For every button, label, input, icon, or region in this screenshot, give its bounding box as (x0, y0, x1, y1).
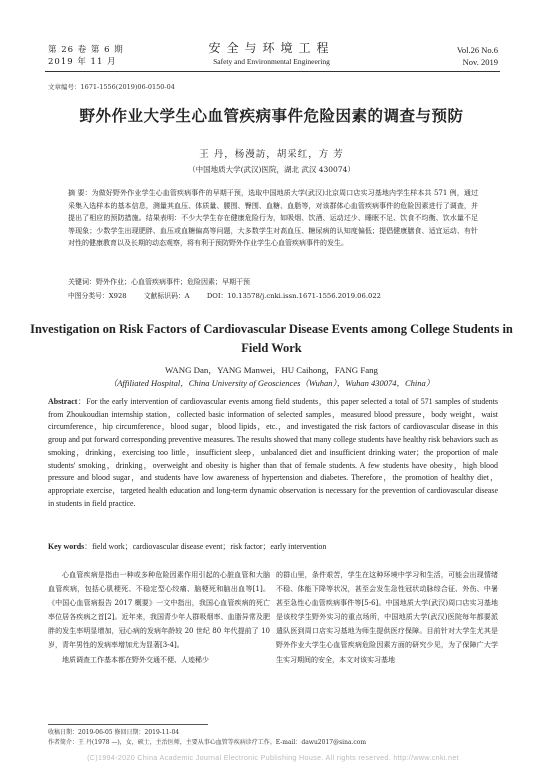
cnki-watermark: (C)1994-2020 China Academic Journal Electronic Publishing House. All rights reserved. http://www.cnki.net (87, 753, 459, 762)
volume-issue: 第 26 卷 第 6 期 (48, 45, 124, 55)
body-column-right (276, 568, 498, 667)
footnote-author-bio: 作者简介：王 丹(1978 —)，女，硕士，主治医师，主要从事心血管等疾病诊疗工作。E-mail：dawu2017@sina.com (48, 739, 367, 746)
body-paragraph: 地质调查工作基本都在野外交通不便、人迹稀少 (62, 655, 209, 664)
paper-title-zh: 野外作业大学生心血管疾病事件危险因素的调查与预防 (79, 107, 464, 125)
journal-issue-info (48, 44, 124, 68)
journal-title (150, 40, 393, 68)
body-paragraph: 心血管疾病是指由一种或多种危险因素作用引起的心脏血管和大脑血管疾病，包括心肌梗死、不稳定型心绞痛、脑梗死和脑出血等[1]。《中国心血管病报告 2017 概要》一文中指出，我国心血管疾病的死亡率位居各疾病之首[2]。近年来，我国青少年人群吸烟率、血脂异常及肥胖的发生率明显增加，冠心病的发病年龄较 20 世纪 80 年代提前了 10 岁，青年男性的发病率增加尤为显著[3-4]。 (48, 571, 270, 650)
footnote-dates: 收稿日期：2019-06-05 修回日期：2019-11-04 (48, 729, 180, 736)
body-column-left (48, 568, 270, 667)
affiliation-zh: （中国地质大学(武汉)医院，湖北 武汉 430074） (188, 165, 355, 174)
issue-date: 2019 年 11 月 (48, 57, 117, 67)
affiliation-en: （Affiliated Hospital，China University of Geosciences（Wuhan），Wuhan 430074，China） (108, 378, 435, 388)
footnote-divider (48, 724, 208, 725)
volume-issue-en: Vol.26 No.6 (456, 45, 498, 55)
journal-issue-info-en (430, 44, 498, 68)
keywords-en-label: Key words (48, 542, 85, 551)
abstract-en (48, 396, 498, 510)
keywords-en-text: ：field work；cardiovascular disease event；risk factor；early intervention (84, 542, 327, 551)
body-paragraph: 的群山里，条件艰苦，学生在这种环境中学习和生活，可能会出现情绪不稳、体能下降等状况，甚至会发生急性冠状动脉综合征、外伤、中暑甚至急性心血管疾病事件等[5-6]。中国地质大学(武汉)周口店实习基地是该校学生野外实习的重点场所，中国地质大学(武汉)医院每年都要派遣队医到周口店实习基地为师生提供医疗保障。目前针对大学生尤其是野外作业大学生心血管疾病危险因素方面的研究少见，为了保障广大学生实习期间的安全，本文对该实习基地 (276, 571, 498, 664)
keywords-zh: 关键词：野外作业；心血管疾病事件；危险因素；早期干预 (68, 278, 250, 286)
authors-en: WANG Dan，YANG Manwei，HU Caihong，FANG Fang (165, 365, 378, 375)
abstract-en-label: Abstract (48, 397, 78, 406)
keywords-en (48, 541, 498, 553)
header-divider (45, 71, 500, 72)
journal-title-zh: 安全与环境工程 (208, 41, 335, 55)
authors-zh: 王 丹，杨漫訪，胡采红，方 芳 (199, 149, 344, 160)
journal-title-en: Safety and Environmental Engineering (213, 57, 330, 66)
paper-title-en: Investigation on Risk Factors of Cardiovascular Disease Events among College Students in Field Work (30, 322, 513, 355)
issue-date-en: Nov. 2019 (462, 57, 498, 67)
abstract-zh: 摘 要：为做好野外作业学生心血管疾病事件的早期干预，选取中国地质大学(武汉)北京周口店实习基地内学生样本共 571 例，通过采集入选样本的基本信息，测量其血压、体质量、腰围、臀围、血糖、血脂等，对该群体心血管疾病事件的危险因素进行了调查，并提出了相应的预防措施。结果表明：不少大学生存在健康危险行为，如吸烟、饮酒、运动过少、睡眠不足、饮食不均衡、饮水量不足等现象；少数学生出现肥胖、血压或血糖偏高等问题，大多数学生对高血压、糖尿病的认知度偏低；提倡健康膳食、适宜运动、有针对性的健康教育以及长期的动态观察，将有利于预防野外作业学生心血管疾病事件的发生。 (68, 189, 478, 248)
classification-line: 中图分类号：X928 文献标识码：A DOI：10.13578/j.cnki.issn.1671-1556.2019.06.022 (68, 292, 381, 300)
abstract-en-text: ：For the early intervention of cardiovascular events among field students，this paper selected a total of 571 samples of students from Zhoukoudian internship station，collected basic information of selected samples，measured blood pressure，body weight，waist circumference，hip circumference，blood sugar，blood lipids，etc.，and investigated the risk factors of cardiovascular disease in this group and put forward corresponding preventive measures. The results showed that many college students have healthy risk behaviors such as smoking，drinking，exercising too little，insufficient sleep，unbalanced diet and insufficient drinking water；the proportion of male students' smoking，drinking，overweight and obesity is higher than that of female students. A few students have obesity，high blood pressure and blood sugar，and students have low awareness of hypertension and diabetes. Therefore，the promotion of healthy diet，appropriate exercise，targeted health education and long-term dynamic observation is necessary for the prevention of cardiovascular disease in students in field practice. (48, 397, 498, 508)
article-number: 文章编号：1671-1556(2019)06-0150-04 (48, 83, 175, 91)
